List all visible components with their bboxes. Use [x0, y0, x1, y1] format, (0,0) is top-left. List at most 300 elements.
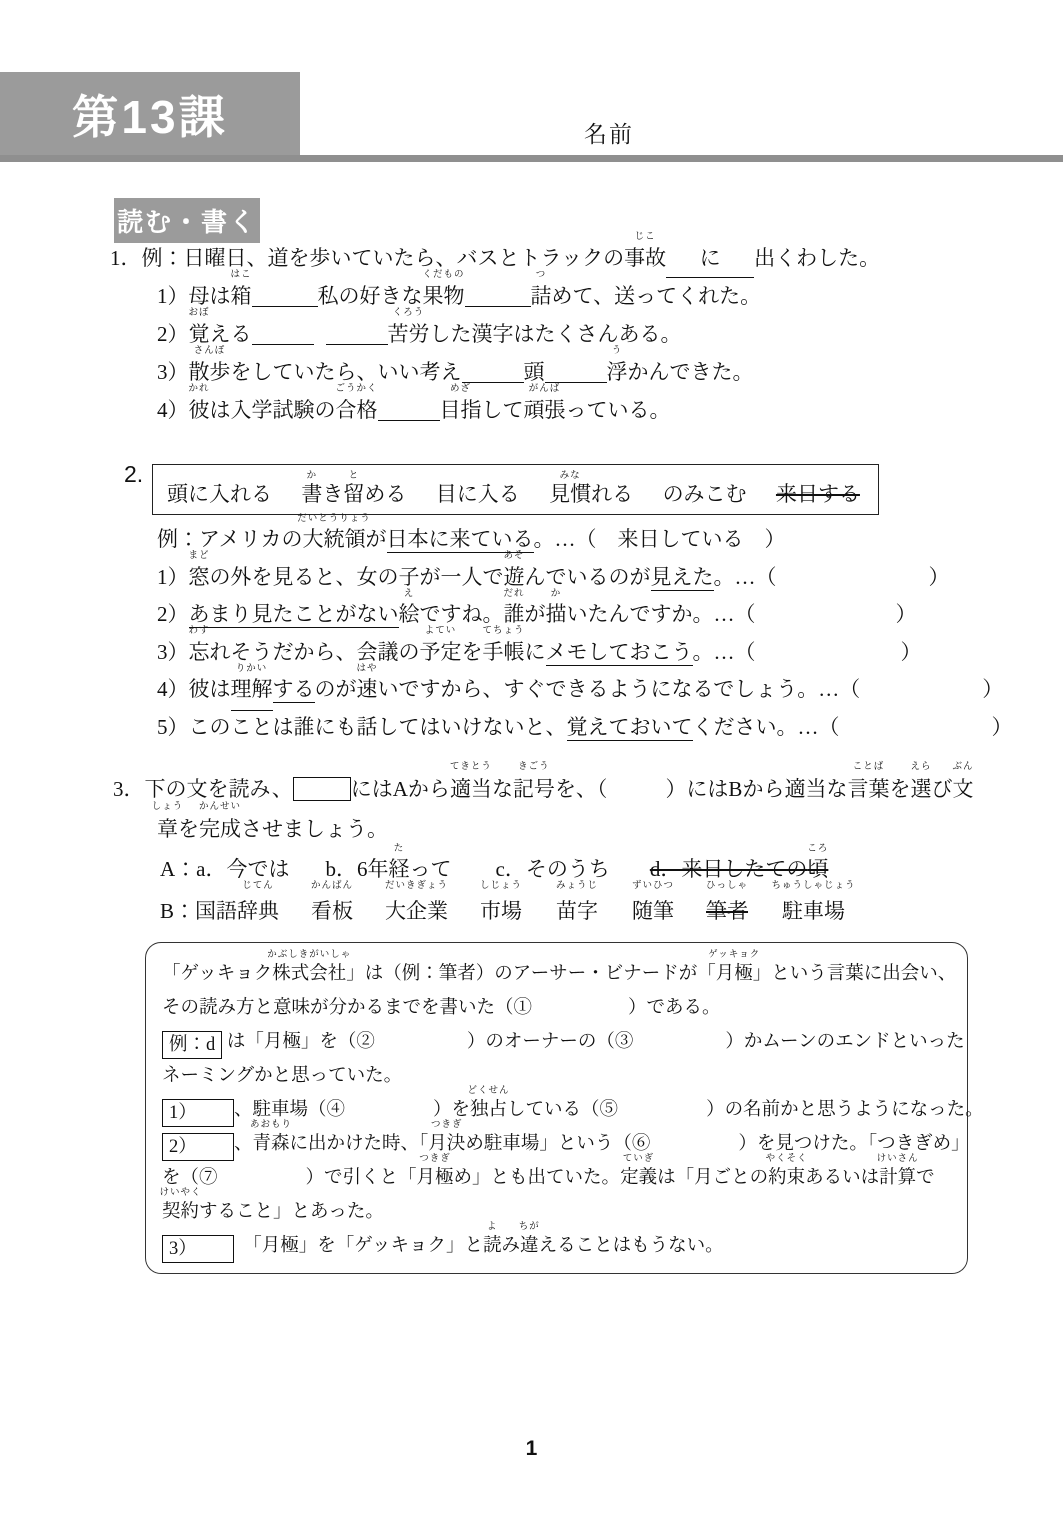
ruby-base: 経: [388, 857, 410, 881]
ruby-base: 青森: [252, 1134, 290, 1154]
furigana: あそ: [503, 551, 525, 561]
ruby-word: [512, 761, 555, 809]
ruby-base: 独占: [470, 1100, 508, 1120]
ruby-word: [301, 470, 323, 508]
question-1: [110, 231, 881, 429]
passage-line: [162, 1153, 952, 1195]
ruby-word: [620, 1153, 658, 1195]
ruby-word: [706, 880, 749, 934]
furigana: かんばん: [311, 880, 354, 891]
passage-line: [162, 1025, 965, 1059]
answer-box: 1）: [162, 1099, 234, 1127]
ruby-base: 詰: [530, 284, 552, 308]
text-run: で: [916, 1168, 935, 1188]
text-run: 出くわした。: [754, 246, 881, 270]
text-run: が: [524, 602, 546, 626]
text-run: メモしておこう: [545, 639, 693, 664]
ruby-word: [230, 269, 252, 315]
furigana: まど: [188, 551, 210, 561]
ruby-word: [230, 663, 273, 711]
ruby-base: 株式会社: [272, 964, 347, 984]
ruby-word: [523, 383, 566, 429]
text-run: えることはもうない。: [538, 1236, 724, 1256]
text-run: ）にはBから適当な: [665, 777, 848, 801]
text-run: える: [209, 322, 252, 346]
furigana: つきぎ: [431, 1119, 463, 1130]
text-run: める: [364, 482, 407, 506]
ruby-base: 章: [157, 817, 178, 841]
ruby-word: [422, 269, 465, 315]
furigana: くだもの: [422, 269, 465, 280]
q1-item-line: [157, 269, 880, 315]
q1-item-line: [157, 345, 880, 391]
furigana: しじょう: [480, 880, 523, 891]
ruby-base: 月決: [428, 1134, 466, 1154]
furigana: けいやく: [159, 1187, 202, 1198]
furigana: ことば: [852, 761, 885, 772]
furigana: かぶしきがいしゃ: [267, 949, 352, 960]
ruby-word: [159, 1187, 202, 1229]
text-run: を: [889, 777, 911, 801]
answer-box: 2）: [162, 1133, 234, 1161]
furigana: さんぽ: [193, 345, 226, 356]
furigana: か: [550, 588, 562, 599]
text-run: 「ゲッキョク: [162, 964, 273, 984]
ruby-base: 計算: [879, 1168, 917, 1188]
ruby-word: [188, 626, 210, 672]
text-run: 1）: [157, 564, 189, 589]
text-run: に出かけた時、「: [289, 1134, 429, 1154]
text-run: 目に入る: [435, 482, 520, 506]
q1-items: [110, 269, 880, 429]
ruby-base: 覚: [188, 322, 210, 346]
ruby-base: 適当: [449, 777, 492, 801]
ruby-word: [416, 1153, 454, 1195]
ruby-word: [545, 588, 567, 634]
furigana: どくせん: [467, 1085, 510, 1096]
text-run: ）のオーナーの（③: [466, 1032, 634, 1052]
q2-item-line: [157, 551, 1013, 597]
text-run: ）: [991, 714, 1013, 739]
ruby-base: 合格: [335, 398, 378, 422]
section-badge: 読む・書く: [114, 198, 260, 243]
text-run: b．6年: [325, 857, 389, 881]
ruby-word: [250, 1119, 293, 1161]
text-run: 2）: [157, 322, 189, 346]
ruby-base: 頃: [807, 857, 829, 881]
ruby-word: [606, 345, 628, 391]
text-run: 頭: [523, 360, 545, 384]
text-run: め」とも出ていた。: [453, 1168, 621, 1188]
q2-item-line: [157, 663, 1013, 709]
text-run: c．そのうち: [495, 857, 610, 881]
text-run: ください。…（: [692, 714, 840, 739]
ruby-base: 月極: [416, 1168, 454, 1188]
furigana: え: [403, 588, 415, 599]
ruby-base: 事故: [624, 246, 667, 270]
furigana: めざ: [449, 383, 472, 394]
word-bank-item: [549, 470, 634, 508]
text-run: している（⑤: [507, 1100, 619, 1120]
ruby-base: 違: [520, 1236, 539, 1256]
text-run: は「月極」を（②: [222, 1032, 375, 1052]
text-run: 3）: [157, 360, 189, 384]
ruby-base: 定義: [620, 1168, 658, 1188]
passage-line: [162, 1059, 952, 1093]
furigana: えら: [910, 761, 932, 772]
text-run: め駐車場」という（⑥: [465, 1134, 651, 1154]
text-run: あるいは: [805, 1168, 880, 1188]
text-run: のが: [314, 677, 357, 701]
word-bank-box: [152, 464, 879, 515]
ruby-word: [482, 626, 525, 672]
furigana: かんせい: [198, 801, 242, 812]
furigana: だいきぎょう: [385, 880, 449, 891]
name-label: 名前: [584, 122, 634, 147]
text-run: ですね。: [419, 602, 504, 626]
ruby-word: [151, 801, 184, 849]
ruby-word: [449, 761, 492, 809]
ruby-word: [765, 1153, 808, 1195]
text-run: 。…（ 来日している ）: [533, 527, 786, 551]
ruby-word: [952, 761, 974, 809]
text-run: を（⑦: [162, 1168, 218, 1188]
ruby-base: 果物: [422, 284, 465, 308]
text-run: ）かムーンのエンドといった: [725, 1032, 965, 1052]
ruby-base: 駐車場: [782, 899, 846, 923]
furigana: ぶん: [952, 761, 974, 772]
furigana: みな: [559, 470, 581, 481]
furigana: あおもり: [250, 1119, 293, 1130]
q2-item-line: [157, 588, 1013, 634]
passage-line: [162, 1221, 952, 1263]
ruby-base: 言葉: [847, 777, 890, 801]
ruby-word: [910, 761, 932, 809]
answer-blank-box[interactable]: [293, 777, 351, 801]
text-run: ）: [895, 602, 917, 626]
q2-item-line: [157, 626, 1013, 672]
text-run: んでいるのが: [524, 564, 651, 589]
ruby-word: [439, 383, 482, 429]
q1-item-line: [157, 307, 880, 353]
text-run: する: [272, 677, 315, 701]
header-rule: [0, 155, 1063, 162]
furigana: よてい: [424, 626, 457, 636]
furigana: ころ: [807, 843, 829, 854]
text-run: ）である。: [628, 998, 721, 1018]
ruby-word: [480, 880, 523, 934]
page-number: 1: [525, 1437, 538, 1460]
text-run: 「月極」を「ゲッキョク」と: [234, 1236, 484, 1256]
furigana: つ: [535, 269, 547, 280]
ruby-base: 随筆: [632, 899, 675, 923]
text-run: れる: [591, 482, 634, 506]
passage-line: [162, 949, 957, 991]
ruby-base: 大統領: [302, 527, 366, 551]
ruby-base: 忘: [188, 639, 210, 664]
text-run: 。…（: [713, 564, 777, 589]
furigana: だいとうりょう: [297, 513, 371, 524]
furigana: みょうじ: [556, 880, 599, 891]
ruby-word: [549, 470, 592, 508]
text-run: いですから、すぐできるようになるでしょう。…（: [377, 677, 861, 701]
furigana: ずいひつ: [632, 880, 675, 891]
text-run: 3）: [157, 639, 189, 664]
furigana: わす: [188, 626, 210, 636]
text-run: ）を: [433, 1100, 471, 1120]
furigana: と: [348, 470, 360, 481]
ruby-base: 筆者: [706, 899, 749, 923]
ruby-word: [876, 1153, 919, 1195]
ruby-base: 選: [910, 777, 932, 801]
ruby-word: [311, 880, 354, 934]
text-run: 例：アメリカの: [157, 527, 303, 551]
ruby-word: [335, 383, 378, 429]
ruby-word: [518, 1221, 540, 1263]
text-run: かんできた。: [627, 360, 754, 384]
q2-item-line: [157, 709, 1013, 747]
text-run: をしていたら、いい考え: [230, 360, 462, 384]
text-run: 2）: [157, 602, 189, 626]
ruby-word: [356, 663, 378, 709]
ruby-base: 留: [343, 482, 365, 506]
ruby-base: 辞典: [237, 899, 280, 923]
ruby-base: 絵: [398, 602, 420, 626]
furigana: りかい: [235, 663, 268, 674]
text-run: 1）母は: [157, 284, 231, 308]
ruby-base: 浮: [606, 360, 628, 384]
text-run: を: [461, 639, 483, 664]
ruby-word: [398, 588, 420, 634]
ruby-word: [419, 626, 462, 672]
text-run: が: [365, 527, 387, 551]
lesson-title: 第13課: [72, 90, 228, 143]
text-run: にはAから: [350, 777, 450, 801]
text-run: いたんですか。…（: [566, 602, 756, 626]
ruby-word: [483, 1221, 502, 1263]
blank-line[interactable]: [252, 306, 318, 307]
blank-answer: に: [666, 239, 754, 278]
text-run: させましょう。: [241, 817, 388, 841]
answer-box: 3）: [162, 1235, 234, 1263]
furigana: はや: [356, 663, 378, 674]
text-run: の外を見ると、女の子が一人で: [209, 564, 504, 589]
ruby-word: [530, 269, 552, 315]
word-bank-item: [167, 478, 272, 508]
furigana: ていぎ: [622, 1153, 655, 1164]
ruby-base: 苦労: [387, 322, 430, 346]
furigana: じてん: [242, 880, 274, 891]
text-run: 4）: [157, 398, 189, 422]
text-run: び: [931, 777, 953, 801]
ruby-base: 苗字: [556, 899, 599, 923]
blank-line[interactable]: [252, 344, 314, 345]
furigana: ごうかく: [335, 383, 378, 394]
ruby-base: 理解: [231, 671, 273, 711]
ruby-base: 契約: [162, 1202, 200, 1222]
blank-line[interactable]: [378, 420, 440, 421]
ruby-base: 散歩: [188, 360, 231, 384]
ruby-word: [847, 761, 890, 809]
furigana: はこ: [230, 269, 252, 280]
ruby-base: 見慣: [549, 482, 592, 506]
ruby-word: [771, 880, 856, 934]
furigana: ちが: [518, 1221, 540, 1232]
furigana: てきとう: [449, 761, 492, 772]
ruby-base: 月極: [715, 964, 753, 984]
furigana: つきぎ: [419, 1153, 451, 1164]
ruby-word: [385, 880, 449, 934]
furigana: じこ: [634, 231, 656, 242]
furigana: おぼ: [188, 307, 210, 318]
text-run: は入学試験の: [209, 398, 336, 422]
ruby-base: 手帳: [482, 639, 525, 664]
ruby-word: [297, 513, 371, 559]
ruby-base: 予定: [419, 639, 462, 664]
text-run: み: [501, 1236, 521, 1256]
ruby-word: [188, 383, 210, 429]
ruby-base: 文: [952, 777, 974, 801]
ruby-word: [343, 470, 365, 508]
text-run: B：国語: [160, 899, 238, 923]
text-run: のみこむ: [662, 482, 747, 506]
q1-item-line: [157, 383, 880, 429]
text-run: 私の好きな: [317, 284, 423, 308]
text-run: を: [178, 817, 199, 841]
furigana: けいさん: [876, 1153, 919, 1164]
furigana: くろう: [392, 307, 425, 318]
q3-option-row-b: [113, 880, 973, 934]
text-run: 5）このことは誰にも話してはいけないと、: [157, 714, 567, 739]
blank-line[interactable]: [326, 344, 388, 345]
text-run: き: [322, 482, 344, 506]
furigana: ゲッキョク: [708, 949, 761, 960]
text-run: な: [491, 777, 513, 801]
word-bank-item: [436, 478, 520, 508]
text-run: 、: [234, 1134, 253, 1154]
text-run: 日本に来ている: [386, 527, 534, 551]
ruby-word: [708, 949, 761, 991]
text-run: めて、送ってくれた。: [551, 284, 762, 308]
text-run: すること」とあった。: [199, 1202, 384, 1222]
text-run: 。…（: [692, 639, 756, 664]
ruby-base: 箱: [230, 284, 252, 308]
ruby-base: 描: [545, 602, 567, 626]
word-bank-item: [301, 470, 407, 508]
furigana: か: [306, 470, 318, 481]
word-bank-item: [776, 478, 860, 508]
passage-line: [159, 1187, 952, 1229]
text-run: ）: [928, 564, 950, 589]
q1-example-line: [110, 231, 881, 277]
furigana: てちょう: [482, 626, 525, 636]
ruby-word: [188, 551, 210, 597]
furigana: う: [611, 345, 623, 356]
ruby-base: 書: [301, 482, 323, 506]
ruby-word: [624, 231, 667, 277]
blank-line[interactable]: [465, 306, 531, 307]
furigana: た: [393, 843, 405, 854]
ruby-base: 彼: [188, 398, 210, 422]
text-run: を、（: [554, 777, 608, 801]
word-bank-item: [663, 478, 747, 508]
furigana: だれ: [503, 588, 525, 599]
text-run: 、駐車場（④: [234, 1100, 346, 1120]
ruby-base: 誰: [503, 602, 525, 626]
passage-line: [162, 1119, 970, 1161]
question-2-number: 2.: [124, 461, 144, 487]
ruby-base: 遊: [503, 564, 525, 589]
text-run: っている。: [565, 398, 671, 422]
text-run: 覚えておいて: [566, 714, 693, 739]
question-2: [157, 513, 1013, 746]
furigana: ちゅうしゃじょう: [771, 880, 856, 891]
text-run: 4）彼は: [157, 677, 231, 701]
text-run: って: [409, 857, 452, 881]
ruby-base: 看板: [311, 899, 354, 923]
ruby-base: 市場: [480, 899, 523, 923]
text-run: あまり見たことがない: [188, 602, 399, 626]
text-run: 来日する: [775, 482, 860, 506]
ruby-base: 窓: [188, 564, 210, 589]
furigana: よ: [487, 1221, 498, 1232]
ruby-base: 記号: [512, 777, 555, 801]
furigana: しょう: [151, 801, 184, 812]
text-run: 」は（例：筆者）のアーサー・ビナードが「: [346, 964, 716, 984]
text-run: その読み方と意味が分かるまでを書いた（①: [162, 998, 533, 1018]
ruby-base: 大企業: [385, 899, 449, 923]
text-run: は「月ごとの: [657, 1168, 769, 1188]
text-run: して: [481, 398, 524, 422]
text-run: 3．下の文を読み、: [113, 777, 293, 801]
ruby-base: 約束: [768, 1168, 806, 1188]
ruby-word: [387, 307, 430, 353]
q2-example-line: [157, 513, 1013, 559]
text-run: した漢字はたくさんある。: [429, 322, 682, 346]
lesson-title-box: [0, 72, 300, 155]
text-run: ネーミングかと思っていた。: [162, 1066, 403, 1086]
text-run: に: [524, 639, 546, 664]
q3-instruction-line-1: [113, 761, 974, 809]
text-run: ）を見つけた。「つきぎめ」: [738, 1134, 970, 1154]
text-run: A：a．今では: [160, 857, 290, 881]
q3-instruction-line-2: [113, 801, 973, 849]
ruby-word: [237, 880, 280, 934]
text-run: 」という言葉に出会い、: [752, 964, 957, 984]
text-run: ）で引くと「: [305, 1168, 417, 1188]
ruby-base: 読: [483, 1236, 502, 1256]
text-run: ）: [982, 677, 1004, 701]
text-run: ）: [900, 639, 922, 664]
furigana: がんば: [528, 383, 561, 394]
text-run: れそうだから、会議の: [209, 639, 420, 664]
ruby-word: [198, 801, 242, 849]
text-run: 1．例：日曜日、道を歩いていたら、バスとトラックの: [110, 246, 625, 270]
text-run: 頭に入れる: [167, 482, 272, 506]
ruby-base: 頑張: [523, 398, 566, 422]
furigana: かれ: [188, 383, 210, 394]
ruby-word: [267, 949, 352, 991]
ruby-base: 速: [356, 677, 378, 701]
question-3: [113, 761, 974, 934]
text-run: 見えた: [650, 564, 714, 589]
ruby-word: [556, 880, 599, 934]
passage-box: [145, 942, 984, 1274]
passage-line: [162, 991, 952, 1025]
furigana: やくそく: [765, 1153, 808, 1164]
furigana: きごう: [518, 761, 550, 772]
text-run: ）の名前かと思うようになった。: [706, 1100, 984, 1120]
